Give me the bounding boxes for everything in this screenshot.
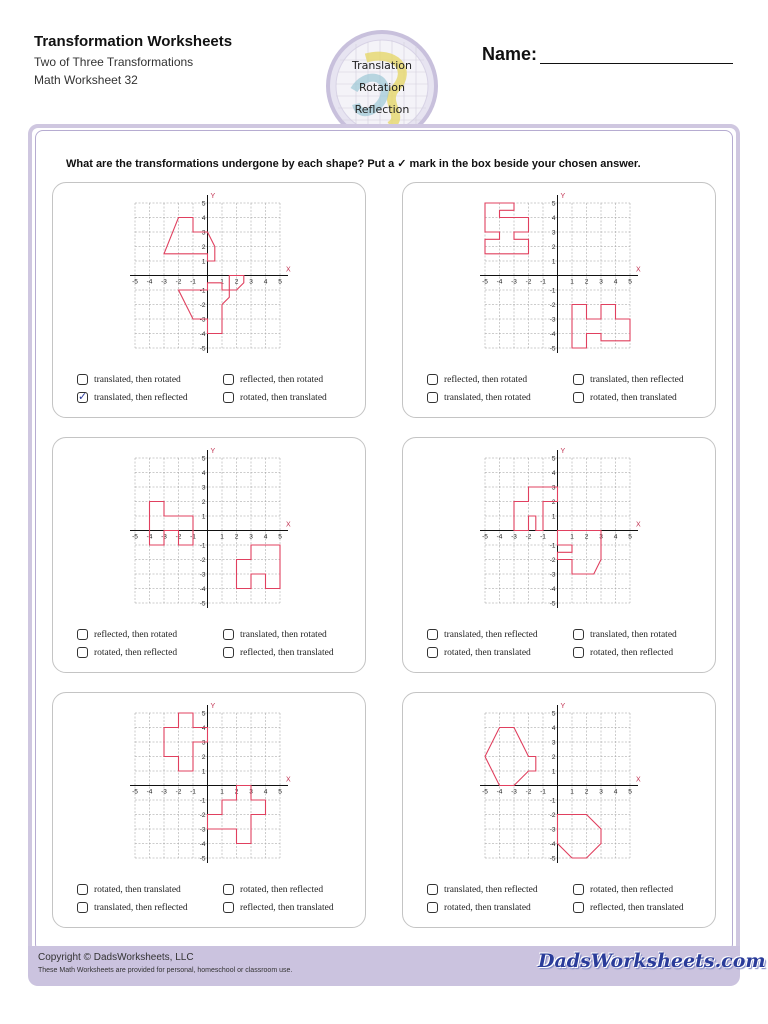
x-tick-label: -2 bbox=[175, 788, 182, 796]
y-tick-label: 1 bbox=[551, 258, 556, 266]
x-tick-label: 3 bbox=[599, 788, 603, 796]
y-tick-label: -5 bbox=[199, 600, 206, 608]
answer-label: reflected, then rotated bbox=[444, 374, 528, 385]
y-tick-label: -1 bbox=[199, 797, 206, 805]
y-tick-label: -1 bbox=[199, 542, 206, 550]
answer-checkbox[interactable] bbox=[77, 647, 88, 658]
x-tick-label: -3 bbox=[161, 788, 167, 796]
answer-option[interactable] bbox=[573, 647, 673, 658]
x-tick-label: -3 bbox=[161, 533, 167, 541]
x-tick-label: 1 bbox=[570, 788, 574, 796]
y-tick-label: -4 bbox=[199, 586, 206, 593]
x-tick-label: 1 bbox=[220, 278, 224, 286]
answer-label: rotated, then translated bbox=[444, 902, 531, 913]
answer-option[interactable] bbox=[223, 647, 334, 658]
x-axis-label: X bbox=[636, 266, 641, 274]
x-tick-label: -3 bbox=[511, 533, 517, 541]
y-tick-label: 1 bbox=[551, 768, 556, 776]
problem-panel-3 bbox=[52, 437, 366, 673]
coordinate-grid bbox=[127, 444, 293, 608]
answer-option[interactable] bbox=[77, 629, 177, 640]
answer-checkbox[interactable] bbox=[573, 392, 584, 403]
coordinate-grid bbox=[127, 189, 293, 353]
y-tick-label: 1 bbox=[201, 513, 206, 521]
x-tick-label: -4 bbox=[496, 278, 503, 286]
y-axis-label: Y bbox=[210, 448, 216, 455]
y-axis-label: Y bbox=[210, 193, 216, 200]
transformed-shape bbox=[558, 531, 602, 575]
y-tick-label: -2 bbox=[549, 302, 556, 309]
y-tick-label: 2 bbox=[551, 244, 556, 251]
answer-checkbox[interactable] bbox=[223, 374, 234, 385]
original-shape bbox=[514, 484, 558, 531]
x-tick-label: 5 bbox=[628, 533, 632, 541]
answer-checkbox[interactable] bbox=[573, 884, 584, 895]
y-tick-label: -1 bbox=[549, 797, 556, 805]
problem-panel-1 bbox=[52, 182, 366, 418]
answer-label: translated, then reflected bbox=[94, 392, 188, 403]
y-tick-label: -1 bbox=[549, 287, 556, 295]
y-tick-label: -3 bbox=[199, 826, 206, 834]
answer-label: reflected, then translated bbox=[240, 647, 334, 658]
y-tick-label: -5 bbox=[549, 345, 556, 353]
answer-option[interactable] bbox=[223, 902, 334, 913]
x-tick-label: -4 bbox=[146, 788, 153, 796]
usage-note: These Math Worksheets are provided for personal, homeschool or classroom use. bbox=[38, 967, 293, 974]
x-tick-label: -5 bbox=[132, 278, 138, 286]
y-tick-label: -3 bbox=[549, 826, 556, 834]
x-tick-label: -5 bbox=[482, 278, 488, 286]
y-tick-label: 3 bbox=[201, 739, 206, 747]
y-tick-label: 4 bbox=[551, 725, 556, 732]
worksheet-subtitle: Two of Three Transformations bbox=[34, 55, 194, 69]
y-tick-label: 3 bbox=[551, 229, 556, 237]
answer-label: reflected, then rotated bbox=[240, 374, 324, 385]
x-tick-label: -1 bbox=[540, 788, 546, 796]
answer-label: rotated, then reflected bbox=[240, 884, 324, 895]
y-tick-label: -4 bbox=[199, 331, 206, 338]
problem-panel-4 bbox=[402, 437, 716, 673]
x-tick-label: 1 bbox=[570, 278, 574, 286]
y-tick-label: -2 bbox=[199, 812, 206, 819]
answer-checkbox[interactable] bbox=[223, 629, 234, 640]
x-tick-label: 2 bbox=[234, 533, 239, 541]
y-tick-label: -2 bbox=[549, 812, 556, 819]
y-tick-label: 4 bbox=[551, 470, 556, 477]
x-tick-label: -4 bbox=[146, 533, 153, 541]
answer-label: rotated, then reflected bbox=[590, 884, 674, 895]
answer-option[interactable] bbox=[77, 374, 181, 385]
answer-checkbox[interactable] bbox=[77, 884, 88, 895]
x-tick-label: -2 bbox=[525, 533, 532, 541]
y-tick-label: 4 bbox=[201, 725, 206, 732]
x-tick-label: -2 bbox=[525, 788, 532, 796]
y-tick-label: -5 bbox=[199, 345, 206, 353]
original-shape bbox=[485, 203, 529, 254]
worksheet-title: Transformation Worksheets bbox=[34, 33, 233, 50]
x-tick-label: 3 bbox=[599, 533, 603, 541]
answer-checkbox[interactable] bbox=[427, 884, 438, 895]
answer-checkbox[interactable] bbox=[77, 392, 88, 403]
answer-option[interactable] bbox=[223, 374, 323, 385]
y-tick-label: -4 bbox=[199, 841, 206, 848]
y-tick-label: -4 bbox=[549, 841, 556, 848]
answer-option[interactable] bbox=[573, 902, 684, 913]
x-tick-label: -3 bbox=[511, 788, 517, 796]
y-tick-label: 5 bbox=[201, 710, 206, 718]
answer-option[interactable] bbox=[573, 629, 677, 640]
y-tick-label: -4 bbox=[549, 586, 556, 593]
answer-checkbox[interactable] bbox=[223, 647, 234, 658]
coordinate-grid bbox=[477, 189, 643, 353]
logo-text-rotation: Rotation bbox=[358, 81, 405, 94]
answer-option[interactable] bbox=[427, 647, 531, 658]
answer-checkbox[interactable] bbox=[223, 902, 234, 913]
answer-option[interactable] bbox=[573, 374, 684, 385]
y-tick-label: 4 bbox=[201, 470, 206, 477]
answer-label: rotated, then translated bbox=[590, 392, 677, 403]
x-tick-label: 3 bbox=[249, 788, 253, 796]
x-tick-label: 4 bbox=[613, 788, 618, 796]
x-tick-label: 1 bbox=[220, 788, 224, 796]
y-tick-label: 5 bbox=[551, 200, 556, 208]
answer-label: rotated, then translated bbox=[94, 884, 181, 895]
y-tick-label: -1 bbox=[199, 287, 206, 295]
x-tick-label: 2 bbox=[234, 278, 239, 286]
y-tick-label: -3 bbox=[199, 571, 206, 579]
x-tick-label: 5 bbox=[628, 788, 632, 796]
answer-label: rotated, then reflected bbox=[94, 647, 178, 658]
answer-label: reflected, then rotated bbox=[94, 629, 178, 640]
answer-option[interactable] bbox=[573, 392, 677, 403]
x-tick-label: -1 bbox=[540, 278, 546, 286]
y-axis-label: Y bbox=[560, 448, 566, 455]
answer-label: translated, then rotated bbox=[590, 629, 677, 640]
x-tick-label: -2 bbox=[175, 278, 182, 286]
x-tick-label: -5 bbox=[482, 533, 488, 541]
y-tick-label: -3 bbox=[199, 316, 206, 324]
instructions: What are the transformations undergone by each shape? Put a ✓ mark in the box beside your chosen answer. bbox=[66, 158, 641, 170]
transformed-shape bbox=[237, 545, 281, 589]
check-mark-icon: ✓ bbox=[78, 390, 88, 403]
x-axis-label: X bbox=[286, 266, 291, 274]
answer-option[interactable] bbox=[427, 902, 531, 913]
answer-label: translated, then reflected bbox=[444, 629, 538, 640]
y-tick-label: 3 bbox=[551, 739, 556, 747]
y-tick-label: -2 bbox=[199, 557, 206, 564]
x-axis-label: X bbox=[636, 521, 641, 529]
y-tick-label: 2 bbox=[201, 499, 206, 506]
answer-label: rotated, then reflected bbox=[590, 647, 674, 658]
x-tick-label: 1 bbox=[220, 533, 224, 541]
y-tick-label: 1 bbox=[551, 513, 556, 521]
answer-label: translated, then reflected bbox=[94, 902, 188, 913]
y-tick-label: -5 bbox=[549, 600, 556, 608]
answer-checkbox[interactable] bbox=[573, 629, 584, 640]
answer-checkbox[interactable] bbox=[223, 392, 234, 403]
answer-option[interactable] bbox=[77, 647, 177, 658]
answer-label: translated, then reflected bbox=[444, 884, 538, 895]
answer-label: rotated, then translated bbox=[240, 392, 327, 403]
y-tick-label: -5 bbox=[549, 855, 556, 863]
name-label: Name: bbox=[482, 44, 538, 64]
y-tick-label: 5 bbox=[201, 200, 206, 208]
y-tick-label: -2 bbox=[199, 302, 206, 309]
answer-checkbox[interactable] bbox=[77, 374, 88, 385]
answer-checkbox[interactable] bbox=[77, 902, 88, 913]
answer-label: translated, then rotated bbox=[94, 374, 181, 385]
transformed-shape bbox=[558, 815, 602, 859]
x-tick-label: 2 bbox=[234, 788, 239, 796]
answer-checkbox[interactable] bbox=[427, 374, 438, 385]
answer-option[interactable] bbox=[223, 884, 323, 895]
answer-option[interactable] bbox=[77, 902, 188, 913]
x-axis-label: X bbox=[286, 521, 291, 529]
answer-checkbox[interactable] bbox=[223, 884, 234, 895]
x-tick-label: 3 bbox=[599, 278, 603, 286]
x-tick-label: 4 bbox=[263, 278, 268, 286]
x-tick-label: 2 bbox=[584, 533, 589, 541]
x-tick-label: -2 bbox=[175, 533, 182, 541]
answer-checkbox[interactable] bbox=[427, 629, 438, 640]
x-tick-label: -1 bbox=[190, 278, 196, 286]
y-tick-label: 5 bbox=[551, 710, 556, 718]
answer-label: translated, then rotated bbox=[444, 392, 531, 403]
y-tick-label: 3 bbox=[551, 484, 556, 492]
y-tick-label: 1 bbox=[201, 768, 206, 776]
answer-checkbox[interactable] bbox=[573, 374, 584, 385]
x-tick-label: -1 bbox=[190, 533, 196, 541]
logo-text-translation: Translation bbox=[352, 59, 412, 72]
x-tick-label: 2 bbox=[584, 278, 589, 286]
x-tick-label: -3 bbox=[511, 278, 517, 286]
x-tick-label: -5 bbox=[132, 788, 138, 796]
y-tick-label: -3 bbox=[549, 571, 556, 579]
worksheet-number: Math Worksheet 32 bbox=[34, 73, 138, 87]
coordinate-grid bbox=[477, 444, 643, 608]
answer-checkbox[interactable] bbox=[427, 392, 438, 403]
answer-option[interactable] bbox=[223, 629, 327, 640]
x-tick-label: 2 bbox=[584, 788, 589, 796]
answer-option[interactable] bbox=[427, 392, 531, 403]
answer-checkbox[interactable] bbox=[77, 629, 88, 640]
answer-label: rotated, then translated bbox=[444, 647, 531, 658]
answer-option[interactable] bbox=[427, 629, 538, 640]
x-tick-label: 1 bbox=[570, 533, 574, 541]
answer-label: translated, then reflected bbox=[590, 374, 684, 385]
brand-logo: DadsWorksheets.com bbox=[538, 950, 766, 972]
x-tick-label: 4 bbox=[613, 533, 618, 541]
coordinate-grid bbox=[477, 699, 643, 863]
x-tick-label: 4 bbox=[263, 788, 268, 796]
x-tick-label: -5 bbox=[482, 788, 488, 796]
answer-checkbox[interactable] bbox=[427, 902, 438, 913]
x-tick-label: -5 bbox=[132, 533, 138, 541]
answer-label: reflected, then translated bbox=[240, 902, 334, 913]
y-axis-label: Y bbox=[560, 193, 566, 200]
x-tick-label: -4 bbox=[146, 278, 153, 286]
copyright-text: Copyright © DadsWorksheets, LLC bbox=[38, 952, 194, 963]
problem-panel-5 bbox=[52, 692, 366, 928]
x-tick-label: -1 bbox=[540, 533, 546, 541]
y-axis-label: Y bbox=[210, 703, 216, 710]
y-tick-label: -3 bbox=[549, 316, 556, 324]
x-tick-label: 5 bbox=[278, 278, 282, 286]
answer-option[interactable] bbox=[427, 374, 527, 385]
x-tick-label: 3 bbox=[249, 278, 253, 286]
x-tick-label: 5 bbox=[628, 278, 632, 286]
x-tick-label: 4 bbox=[263, 533, 268, 541]
coordinate-grid bbox=[127, 699, 293, 863]
x-tick-label: 5 bbox=[278, 533, 282, 541]
answer-option[interactable] bbox=[223, 392, 327, 403]
x-tick-label: -3 bbox=[161, 278, 167, 286]
original-shape bbox=[150, 502, 194, 546]
y-tick-label: 4 bbox=[201, 215, 206, 222]
problem-panel-6 bbox=[402, 692, 716, 928]
x-tick-label: -1 bbox=[190, 788, 196, 796]
x-tick-label: -4 bbox=[496, 788, 503, 796]
y-tick-label: 2 bbox=[201, 244, 206, 251]
x-axis-label: X bbox=[286, 776, 291, 784]
x-tick-label: -2 bbox=[525, 278, 532, 286]
answer-checkbox[interactable] bbox=[573, 647, 584, 658]
answer-option[interactable] bbox=[77, 392, 188, 403]
y-tick-label: 2 bbox=[551, 754, 556, 761]
y-tick-label: 3 bbox=[201, 484, 206, 492]
x-tick-label: 4 bbox=[613, 278, 618, 286]
y-tick-label: 3 bbox=[201, 229, 206, 237]
y-tick-label: -4 bbox=[549, 331, 556, 338]
x-tick-label: 3 bbox=[249, 533, 253, 541]
logo-text-reflection: Reflection bbox=[354, 103, 410, 116]
x-tick-label: 5 bbox=[278, 788, 282, 796]
answer-option[interactable] bbox=[77, 884, 181, 895]
y-tick-label: -1 bbox=[549, 542, 556, 550]
y-tick-label: 5 bbox=[201, 455, 206, 463]
answer-option[interactable] bbox=[427, 884, 538, 895]
y-tick-label: 1 bbox=[201, 258, 206, 266]
problem-panel-2 bbox=[402, 182, 716, 418]
answer-checkbox[interactable] bbox=[427, 647, 438, 658]
y-tick-label: 5 bbox=[551, 455, 556, 463]
answer-option[interactable] bbox=[573, 884, 673, 895]
y-tick-label: -2 bbox=[549, 557, 556, 564]
y-tick-label: 4 bbox=[551, 215, 556, 222]
x-axis-label: X bbox=[636, 776, 641, 784]
y-tick-label: 2 bbox=[551, 499, 556, 506]
answer-label: translated, then rotated bbox=[240, 629, 327, 640]
y-tick-label: -5 bbox=[199, 855, 206, 863]
answer-label: reflected, then translated bbox=[590, 902, 684, 913]
answer-checkbox[interactable] bbox=[573, 902, 584, 913]
x-tick-label: -4 bbox=[496, 533, 503, 541]
y-tick-label: 2 bbox=[201, 754, 206, 761]
name-field[interactable] bbox=[540, 63, 733, 64]
y-axis-label: Y bbox=[560, 703, 566, 710]
